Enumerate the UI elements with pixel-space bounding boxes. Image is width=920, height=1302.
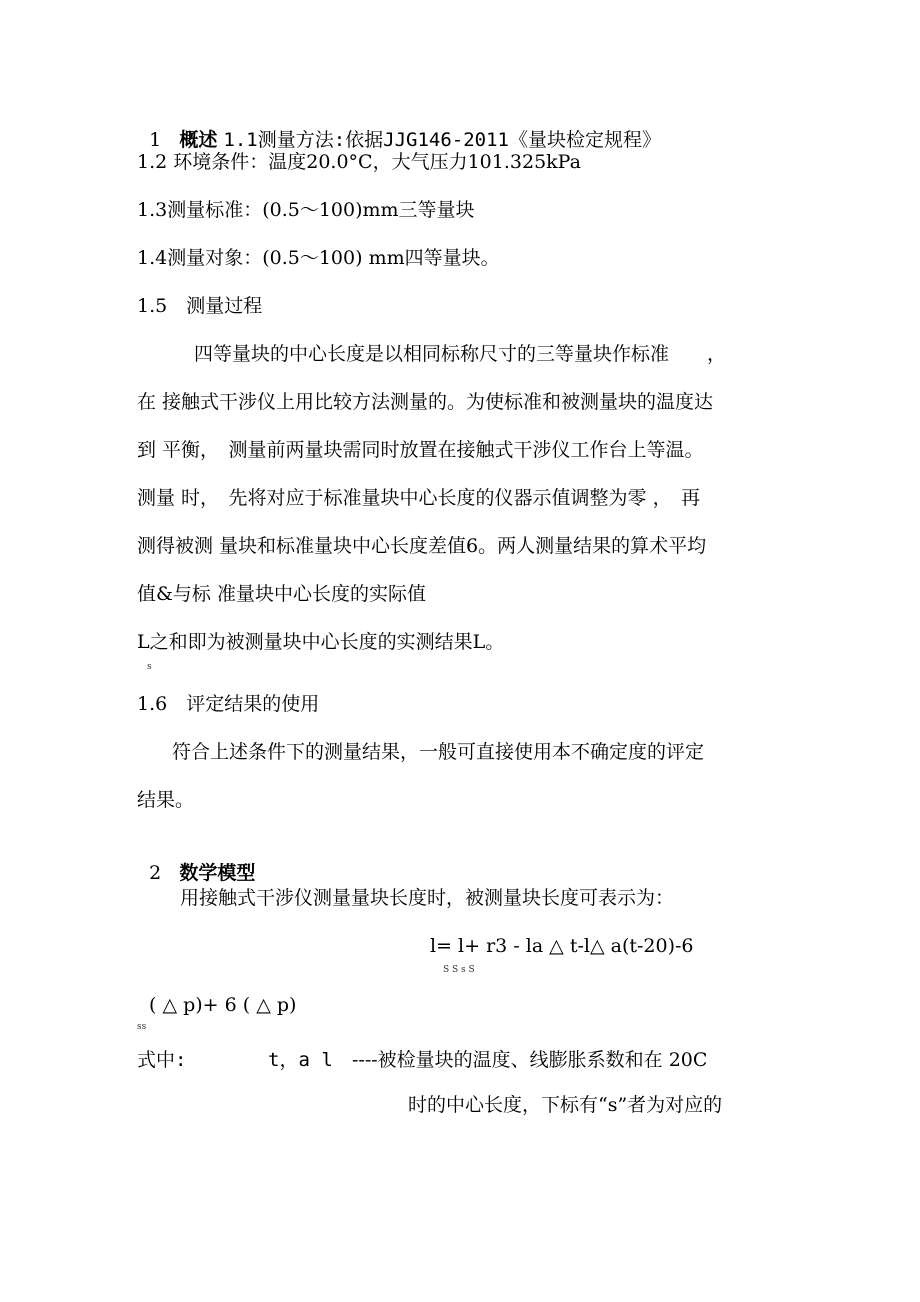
item-1-4-object: 1.4测量对象：(0.5～100) mm四等量块。 xyxy=(137,247,500,269)
process-paragraph-line: 四等量块的中心长度是以相同标称尺寸的三等量块作标准 ， xyxy=(194,343,727,365)
formula-line-2: ( △ p)+ 6 ( △ p) xyxy=(149,994,297,1016)
item-1-6-usage-heading: 1.6 评定结果的使用 xyxy=(137,693,320,715)
model-intro: 用接触式干涉仪测量量块长度时，被测量块长度可表示为： xyxy=(180,887,675,909)
usage-paragraph-line: 符合上述条件下的测量结果，一般可直接使用本不确定度的评定 xyxy=(172,741,705,763)
section-2-heading: 数学模型 xyxy=(179,862,256,884)
item-1-5-process-heading: 1.5 测量过程 xyxy=(137,295,263,317)
section-1-line xyxy=(137,104,661,152)
section-2-number: 2 xyxy=(149,862,162,884)
process-subscript: s xyxy=(147,662,152,672)
definition-label: 式中: xyxy=(137,1049,187,1071)
formula-line-2-subscripts: ss xyxy=(137,1022,147,1032)
process-paragraph-line: 测得被测 量块和标准量块中心长度差值6。两人测量结果的算术平均 xyxy=(137,535,707,557)
section-1-number: 1 xyxy=(149,129,162,151)
section-2-line xyxy=(137,837,255,885)
process-paragraph-line: 到 平衡， 测量前两量块需同时放置在接触式干涉仪工作台上等温。 xyxy=(137,439,704,461)
definition-continuation: 时的中心长度，下标有“s”者为对应的 xyxy=(408,1094,723,1116)
process-paragraph-line: 测量 时， 先将对应于标准量块中心长度的仪器示值调整为零 ， 再 xyxy=(137,487,701,509)
definition-text: ----被检量块的温度、线膨胀系数和在 20C xyxy=(352,1049,708,1071)
formula-line-1-subscripts: S S s S xyxy=(443,965,475,975)
usage-paragraph-line: 结果。 xyxy=(137,789,195,811)
item-1-2-environment: 1.2 环境条件：温度20.0°C，大气压力101.325kPa xyxy=(137,151,581,173)
process-paragraph-line: 在 接触式干涉仪上用比较方法测量的。为使标准和被测量块的温度达 xyxy=(137,391,714,413)
definition-symbols: t，a l xyxy=(268,1049,333,1071)
section-1-heading: 概述 xyxy=(179,129,218,151)
process-paragraph-line: L之和即为被测量块中心长度的实测结果L。 xyxy=(137,631,505,653)
item-1-3-standard: 1.3测量标准：(0.5～100)mm三等量块 xyxy=(137,199,475,221)
formula-line-1: l= l+ r3 - la △ t-l△ a(t-20)-6 xyxy=(430,935,694,957)
process-paragraph-line: 值&与标 准量块中心长度的实际值 xyxy=(137,583,426,605)
item-1-1-method: 1.1测量方法:依据JJG146-2011《量块检定规程》 xyxy=(223,129,661,151)
